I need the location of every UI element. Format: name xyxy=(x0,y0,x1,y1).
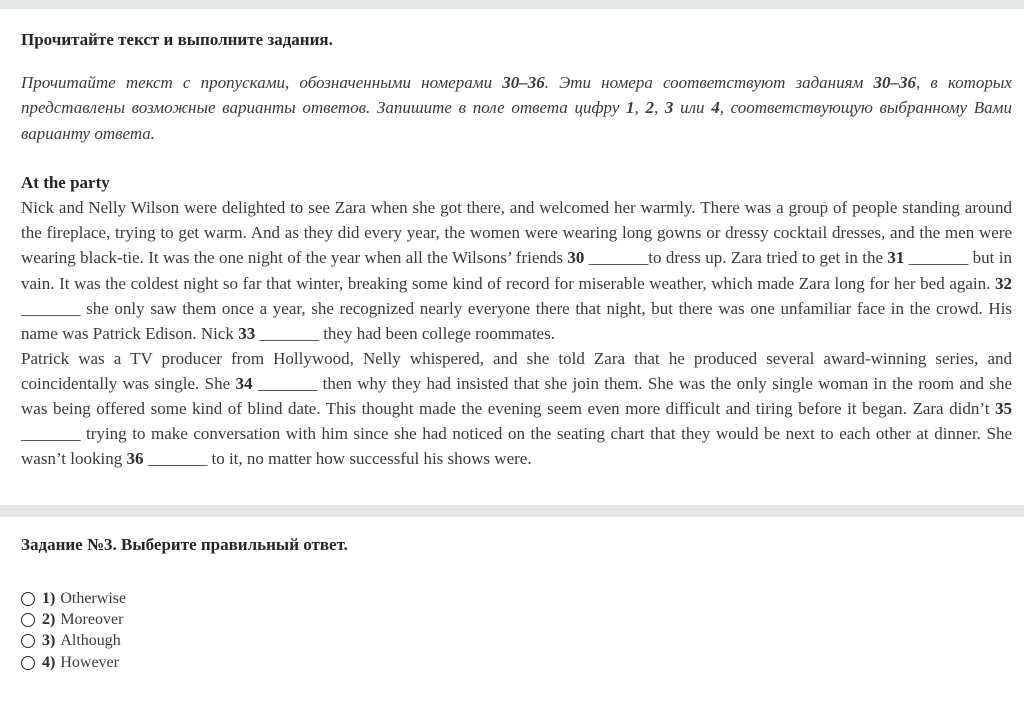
instruction-text: Прочитайте текст с пропусками, обозначенными номерами 30–36. Эти номера соответствуют заданиям 30–36, в которых представлены возможные варианты ответов. Запишите в поле ответа цифру 1, 2, 3 или 4, соответствующую выбранному Вами варианту ответа. xyxy=(21,73,1013,143)
answer-option-3[interactable] xyxy=(21,631,1012,652)
section-title: Прочитайте текст и выполните задания. xyxy=(21,30,333,49)
passage-paragraph-2: Patrick was a TV producer from Hollywood, Nelly whispered, and she told Zara that he produced several award-winning series, and coincidentally was single. She 34 _______ then why they had insisted that she join them. She was the only single woman in the room and she was being offered some kind of blind date. This thought made the evening seem even more difficult and tiring before it began. Zara didn’t 35 _______ trying to make conversation with him since she had noticed on the seating chart that they would be next to each other at dinner. She wasn’t looking 36 _______ to it, no matter how successful his shows were. xyxy=(21,348,1012,469)
option-number: 4) xyxy=(42,653,56,671)
radio-button-2[interactable] xyxy=(21,613,35,627)
answer-option-1[interactable] xyxy=(21,588,1012,609)
option-label: Otherwise xyxy=(60,589,127,607)
passage-paragraph-1: Nick and Nelly Wilson were delighted to see Zara when she got there, and welcomed her warmly. There was a group of people standing around the fireplace, trying to get warm. And as they did every year, the women were wearing long gowns or dressy cocktail dresses, and the men were wearing black-tie. It was the one night of the year when all the Wilsons’ friends 30 _______to dress up. Zara tried to get in the 31 _______ but in vain. It was the coldest night so far that winter, breaking some kind of record for miserable weather, which made Zara long for her bed again. 32 _______ she only saw them once a year, she recognized nearly everyone there that night, but there was one unfamiliar face in the crowd. His name was Patrick Edison. Nick 33 _______ they had been college roommates. xyxy=(21,198,1012,343)
answer-options xyxy=(21,588,1012,673)
option-label: Moreover xyxy=(60,610,124,628)
radio-button-4[interactable] xyxy=(21,656,35,670)
option-number: 1) xyxy=(42,589,56,607)
passage-title: At the party xyxy=(21,173,110,193)
option-label: Although xyxy=(60,632,121,650)
top-divider xyxy=(0,0,1024,9)
radio-button-1[interactable] xyxy=(21,592,35,606)
task-card xyxy=(0,517,1024,715)
option-number: 2) xyxy=(42,610,56,628)
section-divider xyxy=(0,505,1024,517)
radio-button-3[interactable] xyxy=(21,634,35,648)
answer-option-4[interactable] xyxy=(21,652,1012,673)
reading-card xyxy=(0,9,1024,505)
answer-option-2[interactable] xyxy=(21,609,1012,630)
option-number: 3) xyxy=(42,632,56,650)
task-title: Задание №3. Выберите правильный ответ. xyxy=(21,535,348,554)
option-label: However xyxy=(60,653,119,671)
